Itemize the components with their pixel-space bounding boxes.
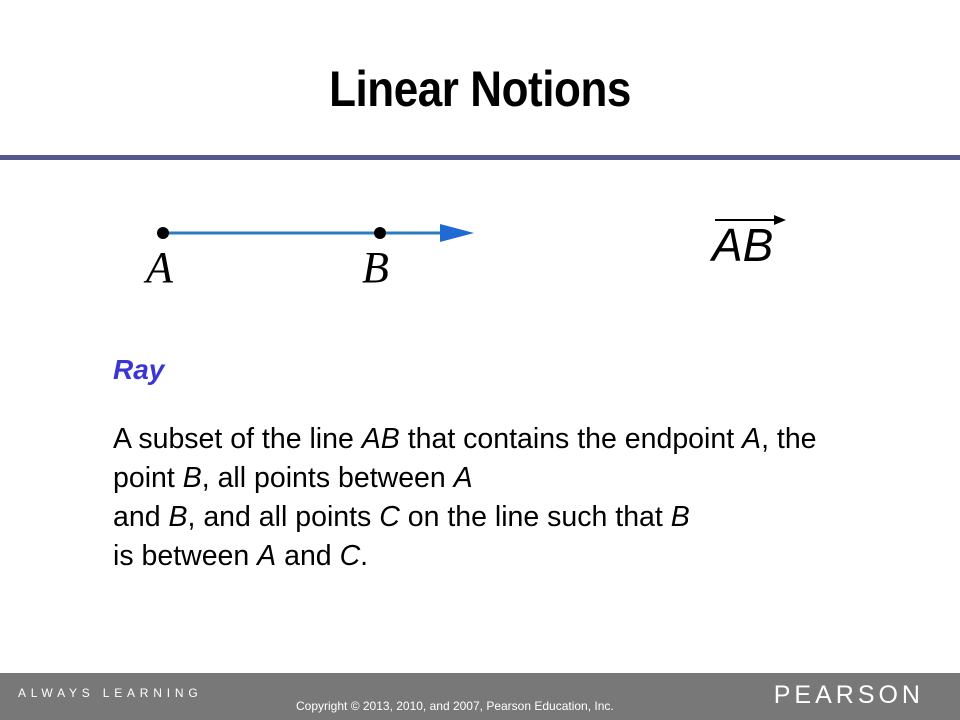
point-b-label: B [362,243,389,292]
ray-diagram [0,200,520,300]
ray-overarrow-icon [712,212,788,226]
footer-bar [0,673,960,720]
point-b [374,227,386,239]
ray-notation-text: AB [712,219,774,271]
pearson-logo: PEARSON [773,681,924,709]
copyright-text: Copyright © 2013, 2010, and 2007, Pearson Education, Inc. [296,699,614,713]
point-a-label: A [146,243,173,292]
title-divider [0,155,960,160]
ray-notation [712,218,773,272]
ray-arrowhead [440,224,474,242]
slide-title: Linear Notions [329,61,631,117]
tagline: ALWAYS LEARNING [18,686,203,700]
term-heading: Ray [113,354,165,385]
point-a [157,227,169,239]
definition-text: A subset of the line AB that contains the endpoint A, the point B, all points between A and B, and all points C on the line such that B is between A and C. [113,423,817,572]
